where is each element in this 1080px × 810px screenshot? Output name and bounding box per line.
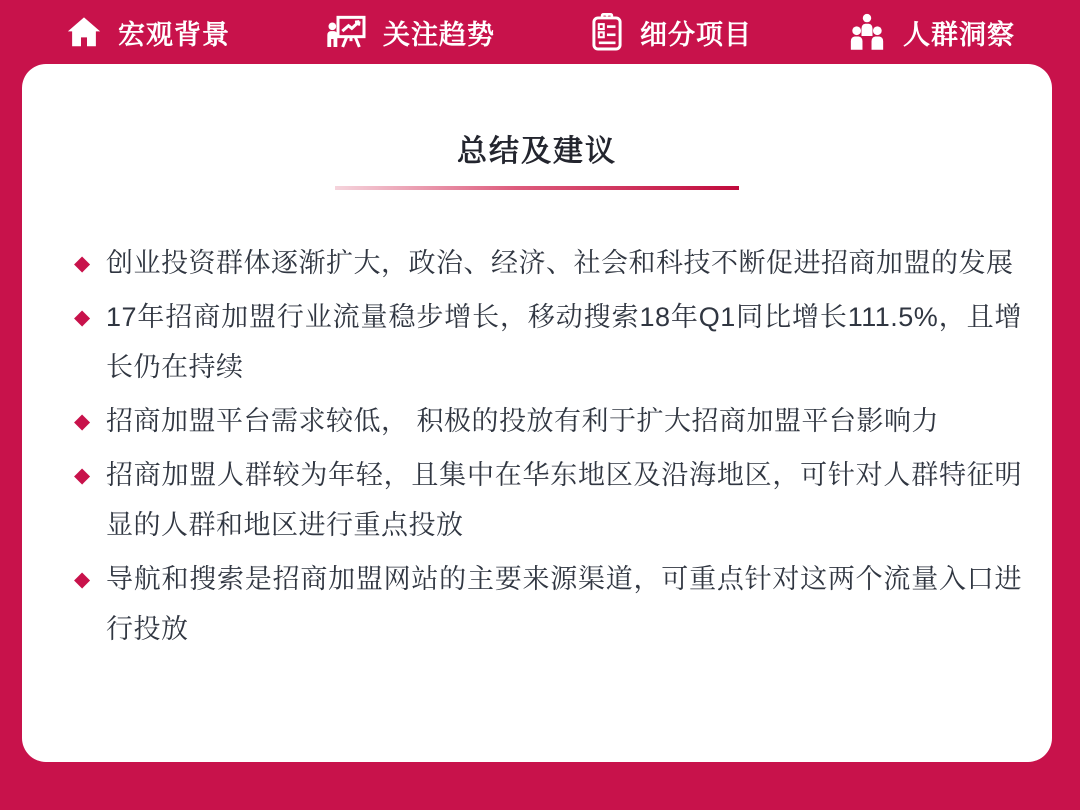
nav-item-segments[interactable] [589,12,752,52]
list-item [74,450,1022,550]
title-gradient-divider [335,186,739,190]
diamond-bullet-icon: ◆ [74,251,91,275]
bullet-text: 导航和搜索是招商加盟网站的主要来源渠道，可重点针对这两个流量入口进行投放 [106,564,1022,644]
nav-label: 人群洞察 [903,19,1015,50]
list-item [74,554,1022,654]
list-item [74,396,1022,446]
diamond-bullet-icon: ◆ [74,409,91,433]
list-item [74,292,1022,392]
diamond-bullet-icon: ◆ [74,305,91,329]
presentation-chart-icon [324,12,368,52]
nav-label: 细分项目 [640,19,752,50]
summary-bullet-list [74,238,1022,654]
bullet-text: 招商加盟平台需求较低， 积极的投放有利于扩大招商加盟平台影响力 [106,406,940,436]
top-navbar [0,0,1080,64]
people-group-icon [846,12,888,52]
diamond-bullet-icon: ◆ [74,463,91,487]
bullet-text: 招商加盟人群较为年轻，且集中在华东地区及沿海地区，可针对人群特征明显的人群和地区进行重点投放 [106,460,1022,540]
checklist-clipboard-icon [589,12,625,52]
nav-item-trends[interactable] [324,12,495,52]
nav-item-macro-background[interactable] [65,13,230,52]
page-title: 总结及建议 [457,135,617,168]
nav-label: 宏观背景 [118,19,230,50]
nav-item-audience[interactable] [846,12,1015,52]
nav-label: 关注趋势 [383,19,495,50]
bullet-text: 17年招商加盟行业流量稳步增长，移动搜索18年Q1同比增长111.5%，且增长仍在持续 [106,302,1022,382]
content-card [22,64,1052,762]
diamond-bullet-icon: ◆ [74,567,91,591]
bullet-text: 创业投资群体逐渐扩大，政治、经济、社会和科技不断促进招商加盟的发展 [106,248,1014,278]
home-icon [65,13,103,51]
list-item [74,238,1022,288]
